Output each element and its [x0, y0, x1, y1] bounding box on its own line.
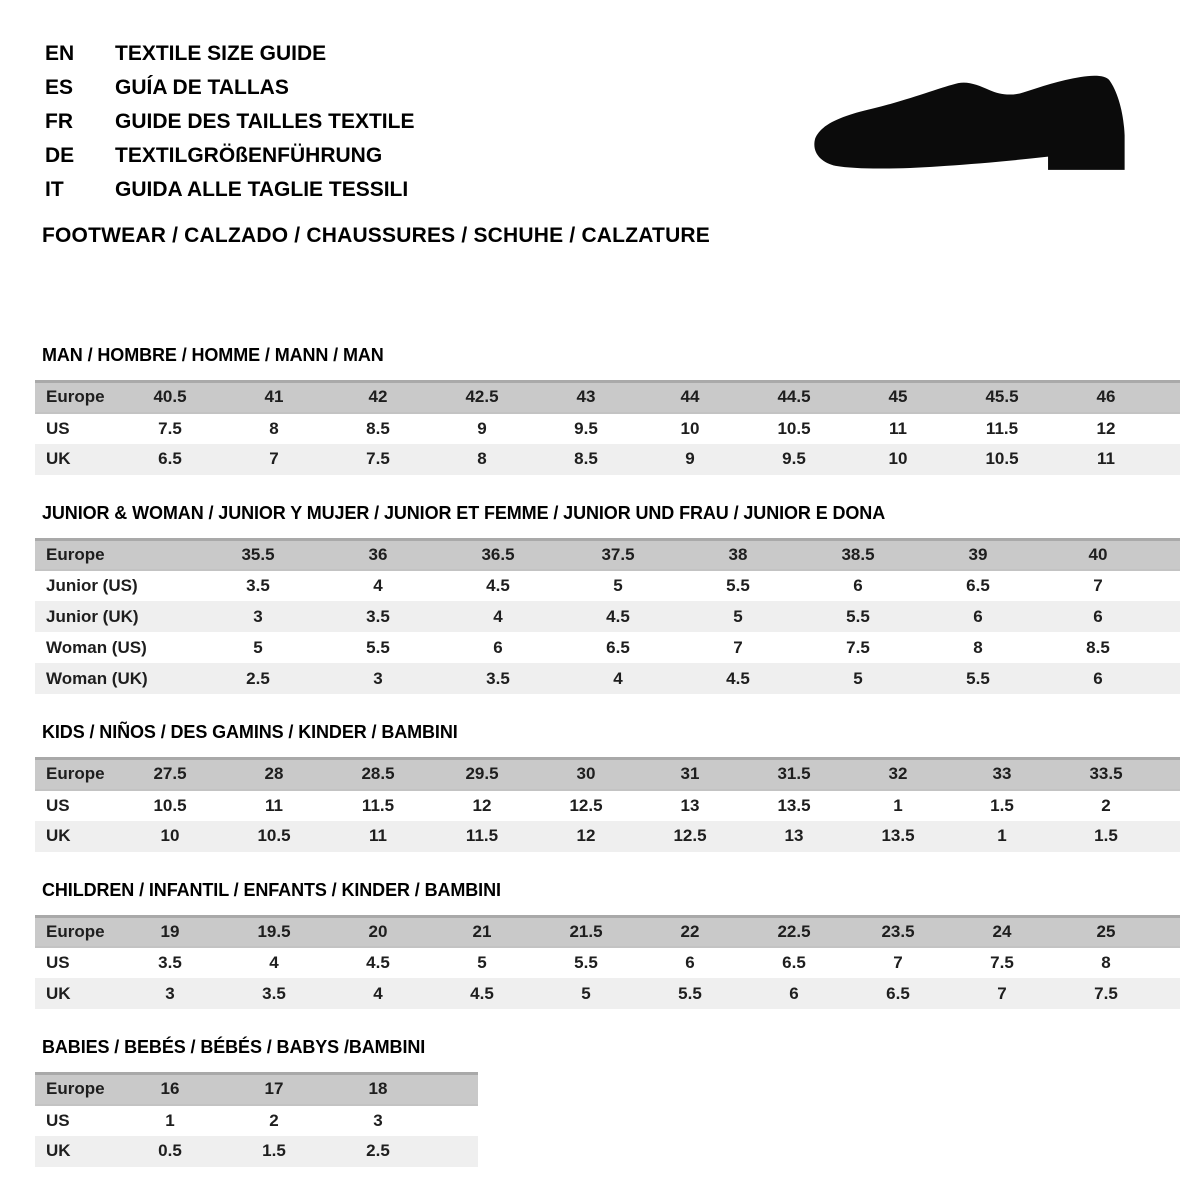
size-table-babies — [35, 1072, 478, 1167]
size-cell: 1 — [893, 795, 903, 815]
size-cell: 25 — [1096, 921, 1116, 941]
size-cell: 20 — [368, 921, 388, 941]
size-cell: 10.5 — [777, 418, 811, 438]
size-cell: 6.5 — [158, 449, 182, 468]
row-label: Europe — [46, 544, 105, 564]
row-label: Junior (UK) — [46, 606, 139, 626]
size-cell: 13 — [784, 826, 804, 845]
size-cell: 21.5 — [569, 921, 603, 941]
size-table-junior-woman — [35, 538, 1180, 695]
size-cell: 9.5 — [782, 449, 806, 468]
language-row-fr — [45, 105, 414, 139]
size-cell: 13.5 — [777, 795, 811, 815]
size-cell: 6.5 — [606, 637, 630, 657]
size-cell: 28.5 — [361, 764, 395, 784]
table-row — [35, 663, 1180, 694]
size-cell: 7.5 — [158, 418, 182, 438]
language-title: GUIDE DES TAILLES TEXTILE — [115, 110, 415, 133]
language-code: FR — [45, 110, 73, 133]
size-cell: 40 — [1088, 544, 1108, 564]
size-cell: 10.5 — [257, 826, 291, 845]
size-cell: 3.5 — [246, 576, 270, 595]
row-label: US — [46, 1110, 70, 1130]
filler-cell — [1158, 632, 1180, 663]
size-cell: 22 — [680, 921, 700, 941]
size-cell: 6 — [853, 576, 863, 595]
filler-cell — [1158, 759, 1180, 790]
size-cell: 5.5 — [966, 668, 990, 688]
size-cell: 21 — [472, 921, 492, 941]
size-cell: 7.5 — [990, 953, 1014, 972]
row-label: UK — [46, 983, 71, 1003]
size-cell: 3.5 — [158, 953, 182, 972]
size-cell: 23.5 — [881, 921, 915, 941]
size-cell: 3.5 — [262, 983, 286, 1003]
section-title: BABIES / BEBÉS / BÉBÉS / BABYS /BAMBINI — [42, 1037, 426, 1057]
size-cell: 12 — [576, 826, 596, 845]
row-label: US — [46, 795, 70, 815]
size-cell: 8 — [973, 637, 983, 657]
size-cell: 4.5 — [366, 953, 390, 972]
size-cell: 28 — [264, 764, 284, 784]
size-cell: 10.5 — [153, 795, 187, 815]
size-cell: 19.5 — [257, 921, 291, 941]
size-cell: 6 — [493, 637, 503, 657]
table-row — [35, 632, 1180, 663]
size-cell: 4 — [373, 576, 383, 595]
size-cell: 5 — [613, 576, 623, 595]
size-section-babies — [35, 1037, 1180, 1167]
size-cell: 1 — [997, 826, 1007, 845]
size-cell: 7 — [1093, 576, 1103, 595]
size-cell: 7.5 — [1094, 983, 1118, 1003]
size-cell: 11 — [265, 795, 283, 815]
table-row — [35, 382, 1180, 413]
size-cell: 11.5 — [465, 826, 499, 845]
size-cell: 6.5 — [886, 983, 910, 1003]
size-table-kids — [35, 757, 1180, 852]
language-title: GUIDA ALLE TAGLIE TESSILI — [115, 178, 409, 201]
size-cell: 8.5 — [574, 449, 598, 468]
size-cell: 19 — [160, 921, 180, 941]
size-cell: 42.5 — [465, 387, 499, 407]
size-section-junior-woman — [35, 503, 1180, 695]
row-label: US — [46, 953, 70, 972]
filler-cell — [1158, 444, 1180, 475]
size-cell: 5 — [581, 983, 591, 1003]
language-code: IT — [45, 178, 64, 201]
language-code: EN — [45, 42, 75, 65]
size-cell: 13 — [680, 795, 700, 815]
row-label: UK — [46, 1141, 71, 1160]
language-title: TEXTILGRÖßENFÜHRUNG — [115, 144, 383, 167]
language-row-it — [45, 173, 414, 207]
table-row — [35, 916, 1180, 947]
size-cell: 30 — [576, 764, 596, 784]
filler-cell — [430, 1105, 478, 1136]
size-cell: 4 — [493, 606, 503, 626]
size-cell: 4.5 — [606, 606, 630, 626]
table-row — [35, 1074, 478, 1105]
size-cell: 7 — [733, 637, 743, 657]
size-cell: 10 — [160, 826, 180, 845]
row-label: Woman (UK) — [46, 668, 148, 688]
size-cell: 6.5 — [966, 576, 990, 595]
row-label: Junior (US) — [46, 576, 138, 595]
size-cell: 5.5 — [846, 606, 870, 626]
table-row — [35, 947, 1180, 978]
size-cell: 17 — [264, 1079, 284, 1099]
size-cell: 33 — [992, 764, 1012, 784]
language-title: TEXTILE SIZE GUIDE — [115, 42, 327, 65]
size-cell: 9.5 — [574, 418, 598, 438]
size-cell: 9 — [685, 449, 695, 468]
size-cell: 6.5 — [782, 953, 806, 972]
size-cell: 7.5 — [846, 637, 870, 657]
size-cell: 10.5 — [985, 449, 1019, 468]
size-cell: 4.5 — [726, 668, 750, 688]
language-row-de — [45, 139, 414, 173]
size-cell: 4 — [373, 983, 383, 1003]
size-cell: 4 — [269, 953, 279, 972]
size-cell: 11 — [369, 826, 387, 845]
size-cell: 5 — [477, 953, 487, 972]
size-cell: 3 — [253, 606, 263, 626]
size-cell: 9 — [477, 418, 487, 438]
size-cell: 6 — [789, 983, 799, 1003]
size-cell: 5.5 — [726, 576, 750, 595]
size-cell: 37.5 — [601, 544, 635, 564]
table-row — [35, 790, 1180, 821]
size-cell: 8.5 — [1086, 637, 1110, 657]
language-row-en — [45, 37, 414, 71]
size-cell: 42 — [368, 387, 388, 407]
size-cell: 7.5 — [366, 449, 390, 468]
size-table-children — [35, 915, 1180, 1010]
size-cell: 44.5 — [777, 387, 811, 407]
size-cell: 6 — [1093, 668, 1103, 688]
size-table-man — [35, 380, 1180, 475]
language-code: DE — [45, 144, 75, 167]
size-cell: 12.5 — [673, 826, 707, 845]
table-row — [35, 978, 1180, 1009]
filler-cell — [1158, 790, 1180, 821]
size-cell: 27.5 — [153, 764, 187, 784]
size-cell: 46 — [1096, 387, 1116, 407]
section-title: MAN / HOMBRE / HOMME / MANN / MAN — [42, 345, 384, 365]
size-cell: 6 — [1093, 606, 1103, 626]
size-cell: 1 — [165, 1110, 175, 1130]
size-cell: 43 — [576, 387, 596, 407]
size-tables-container — [35, 345, 1180, 1167]
size-cell: 4.5 — [470, 983, 494, 1003]
size-cell: 45 — [888, 387, 908, 407]
size-cell: 18 — [368, 1079, 388, 1099]
filler-cell — [1158, 978, 1180, 1009]
table-row — [35, 1105, 478, 1136]
size-cell: 1.5 — [1094, 826, 1118, 845]
table-row — [35, 759, 1180, 790]
size-cell: 7 — [997, 983, 1007, 1003]
size-cell: 38.5 — [841, 544, 875, 564]
language-code: ES — [45, 76, 74, 99]
filler-cell — [1158, 601, 1180, 632]
filler-cell — [1158, 413, 1180, 444]
size-cell: 2.5 — [246, 668, 270, 688]
size-cell: 8 — [269, 418, 279, 438]
table-row — [35, 570, 1180, 601]
size-cell: 2.5 — [366, 1141, 390, 1160]
size-cell: 8.5 — [366, 418, 390, 438]
size-cell: 10 — [888, 449, 908, 468]
size-cell: 16 — [160, 1079, 180, 1099]
size-cell: 40.5 — [153, 387, 187, 407]
size-cell: 3 — [373, 668, 383, 688]
size-cell: 6 — [685, 953, 695, 972]
shoe-icon — [803, 64, 1143, 186]
size-cell: 36.5 — [481, 544, 515, 564]
size-cell: 41 — [264, 387, 284, 407]
row-label: Woman (US) — [46, 637, 147, 657]
size-cell: 5.5 — [678, 983, 702, 1003]
table-row — [35, 821, 1180, 852]
row-label: UK — [46, 826, 71, 845]
size-cell: 3.5 — [366, 606, 390, 626]
language-row-es — [45, 71, 414, 105]
filler-cell — [1158, 382, 1180, 413]
size-cell: 35.5 — [241, 544, 275, 564]
filler-cell — [430, 1136, 478, 1167]
size-cell: 6 — [973, 606, 983, 626]
size-cell: 0.5 — [158, 1141, 182, 1160]
size-cell: 22.5 — [777, 921, 811, 941]
row-label: Europe — [46, 921, 105, 941]
size-cell: 4 — [613, 668, 623, 688]
language-title-list — [45, 37, 414, 207]
row-label: Europe — [46, 387, 105, 407]
table-row — [35, 413, 1180, 444]
filler-cell — [1158, 916, 1180, 947]
size-cell: 45.5 — [985, 387, 1019, 407]
size-cell: 24 — [992, 921, 1012, 941]
size-cell: 13.5 — [881, 826, 915, 845]
size-cell: 38 — [728, 544, 748, 564]
filler-cell — [1158, 539, 1180, 570]
row-label: Europe — [46, 1079, 105, 1099]
size-cell: 44 — [680, 387, 700, 407]
table-row — [35, 1136, 478, 1167]
size-cell: 7 — [269, 449, 279, 468]
filler-cell — [1158, 570, 1180, 601]
size-cell: 31 — [680, 764, 700, 784]
section-title: CHILDREN / INFANTIL / ENFANTS / KINDER / BAMBINI — [42, 879, 501, 900]
size-cell: 2 — [269, 1110, 279, 1130]
table-row — [35, 601, 1180, 632]
table-row — [35, 444, 1180, 475]
size-cell: 12 — [1096, 418, 1116, 438]
size-cell: 8 — [1101, 953, 1111, 972]
size-cell: 5.5 — [574, 953, 598, 972]
filler-cell — [430, 1074, 478, 1105]
size-cell: 4.5 — [486, 576, 510, 595]
size-cell: 29.5 — [465, 764, 499, 784]
size-cell: 7 — [893, 953, 903, 972]
size-cell: 5.5 — [366, 637, 390, 657]
section-title: KIDS / NIÑOS / DES GAMINS / KINDER / BAMBINI — [42, 722, 458, 742]
size-cell: 12.5 — [569, 795, 603, 815]
size-cell: 33.5 — [1089, 764, 1123, 784]
filler-cell — [1158, 947, 1180, 978]
size-cell: 2 — [1101, 795, 1111, 815]
size-cell: 5 — [253, 637, 263, 657]
size-cell: 11 — [889, 418, 907, 438]
size-cell: 31.5 — [777, 764, 811, 784]
size-cell: 11.5 — [985, 418, 1019, 438]
size-section-kids — [35, 722, 1180, 852]
table-row — [35, 539, 1180, 570]
size-section-man — [35, 345, 1180, 475]
size-cell: 1.5 — [990, 795, 1014, 815]
size-cell: 11.5 — [361, 795, 395, 815]
size-cell: 3 — [165, 983, 175, 1003]
filler-cell — [1158, 663, 1180, 694]
row-label: Europe — [46, 764, 105, 784]
size-cell: 10 — [680, 418, 700, 438]
size-cell: 36 — [368, 544, 388, 564]
shoe-silhouette-path — [814, 76, 1124, 170]
row-label: US — [46, 418, 70, 438]
size-cell: 39 — [968, 544, 988, 564]
size-cell: 5 — [733, 606, 743, 626]
size-cell: 8 — [477, 449, 487, 468]
category-heading: FOOTWEAR / CALZADO / CHAUSSURES / SCHUHE / CALZATURE — [42, 224, 711, 247]
size-section-children — [35, 880, 1180, 1010]
size-cell: 11 — [1097, 449, 1115, 468]
filler-cell — [1158, 821, 1180, 852]
size-cell: 12 — [472, 795, 492, 815]
size-cell: 5 — [853, 668, 863, 688]
section-title: JUNIOR & WOMAN / JUNIOR Y MUJER / JUNIOR ET FEMME / JUNIOR UND FRAU / JUNIOR E DONA — [42, 502, 886, 523]
size-cell: 1.5 — [262, 1141, 286, 1160]
size-cell: 32 — [888, 764, 908, 784]
language-title: GUÍA DE TALLAS — [115, 76, 289, 99]
row-label: UK — [46, 449, 71, 468]
size-cell: 3 — [373, 1110, 383, 1130]
size-cell: 3.5 — [486, 668, 510, 688]
